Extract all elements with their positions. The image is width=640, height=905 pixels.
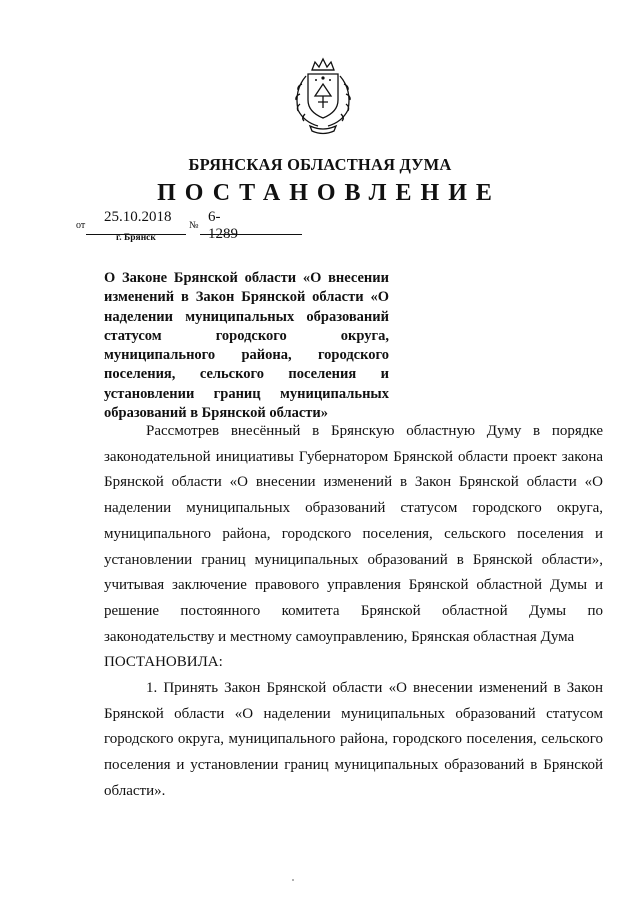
document-subject: О Законе Брянской области «О внесении изменений в Закон Брянской области «О наделении муниципальных образований статусом городского округа, муниципального района, городского поселения, сельского поселения и установлении границ муниципальных образований в Брянской области» [104, 270, 389, 422]
date-from-label: от [76, 220, 86, 231]
document-number: 6-1289 [208, 209, 238, 242]
resolved-heading: ПОСТАНОВИЛА: [104, 654, 223, 671]
scan-speck [292, 879, 294, 881]
document-type: ПОСТАНОВЛЕНИЕ [157, 180, 501, 206]
preamble-paragraph: Рассмотрев внесённый в Брянскую областную Думу в порядке законодательной инициативы Губернатором Брянской области проект закона Брянской области «О внесении изменений в Закон Брянской области «О наделении муниципальных образований статусом городского округа, муниципального района, городского поселения, сельского поселения и установлении границ муниципальных образований в Брянской области», учитывая заключение правового управления Брянской областной Думы и решение постоянного комитета Брянской областной Думы по законодательству и местному самоуправлению, Брянская областная Дума [104, 423, 603, 645]
organization-name: БРЯНСКАЯ ОБЛАСТНАЯ ДУМА [188, 155, 452, 174]
document-body [104, 419, 603, 805]
bryansk-coat-of-arms-icon [288, 56, 358, 136]
document-date: 25.10.2018 [104, 209, 172, 225]
number-label: № [189, 220, 199, 231]
city-name: г. Брянск [116, 233, 156, 243]
resolution-item-1: 1. Принять Закон Брянской области «О внесении изменений в Закон Брянской области «О наделении муниципальных образований статусом городского округа, муниципального района, городского поселения, сельского поселения и установлении границ муниципальных образований в Брянской области». [104, 680, 603, 799]
